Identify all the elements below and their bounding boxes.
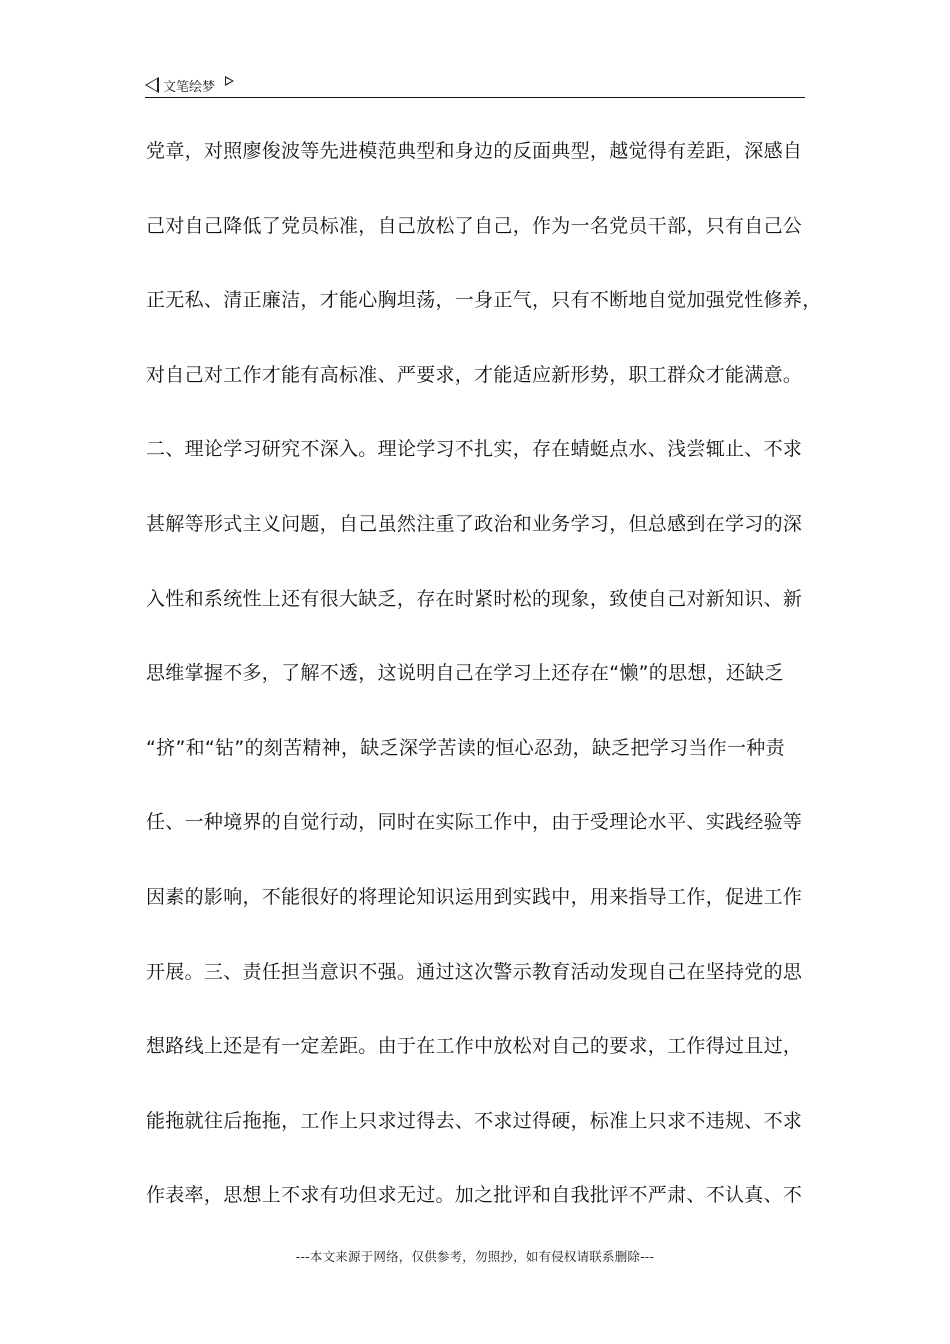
text-line: 因素的影响，不能很好的将理论知识运用到实践中，用来指导工作，促进工作 — [146, 885, 803, 908]
text-line: 己对自己降低了党员标准，自己放松了自己，作为一名党员干部，只有自己公 — [146, 214, 803, 237]
right-triangle-icon — [225, 76, 234, 86]
text-line: 能拖就往后拖拖，工作上只求过得去、不求过得硬，标准上只求不违规、不求 — [146, 1109, 803, 1132]
text-line: “挤”和“钻”的刻苦精神，缺乏深学苦读的恒心忍劲，缺乏把学习当作一种责 — [146, 736, 785, 759]
text-line: 任、一种境界的自觉行动，同时在实际工作中，由于受理论水平、实践经验等 — [146, 811, 803, 834]
page-footer: ---本文来源于网络，仅供参考，勿照抄，如有侵权请联系删除--- — [295, 1249, 655, 1264]
text-line: 想路线上还是有一定差距。由于在工作中放松对自己的要求，工作得过且过， — [146, 1035, 803, 1058]
header-divider — [145, 97, 805, 98]
page-header — [145, 73, 234, 97]
text-line: 党章，对照廖俊波等先进模范典型和身边的反面典型，越觉得有差距，深感自 — [146, 140, 803, 162]
text-line: 对自己对工作才能有高标准、严要求，才能适应新形势，职工群众才能满意。 — [146, 363, 803, 386]
text-line: 开展。三、责任担当意识不强。通过这次警示教育活动发现自己在坚持党的思 — [146, 960, 803, 983]
text-line: 二、理论学习研究不深入。理论学习不扎实，存在蜻蜓点水、浅尝辄止、不求 — [146, 438, 803, 461]
left-triangle-icon — [145, 77, 159, 93]
header-title: 文笔绘梦 — [163, 79, 216, 95]
text-line: 入性和系统性上还有很大缺乏，存在时紧时松的现象，致使自己对新知识、新 — [146, 587, 803, 610]
text-line: 思维掌握不多，了解不透，这说明自己在学习上还存在“懒”的思想，还缺乏 — [146, 662, 784, 685]
document-body — [146, 136, 826, 1255]
text-line: 作表率，思想上不求有功但求无过。加之批评和自我批评不严肃、不认真、不 — [146, 1184, 803, 1207]
text-line: 甚解等形式主义问题，自己虽然注重了政治和业务学习，但总感到在学习的深 — [146, 512, 803, 535]
text-line: 正无私、清正廉洁，才能心胸坦荡，一身正气，只有不断地自觉加强党性修养， — [146, 289, 822, 312]
